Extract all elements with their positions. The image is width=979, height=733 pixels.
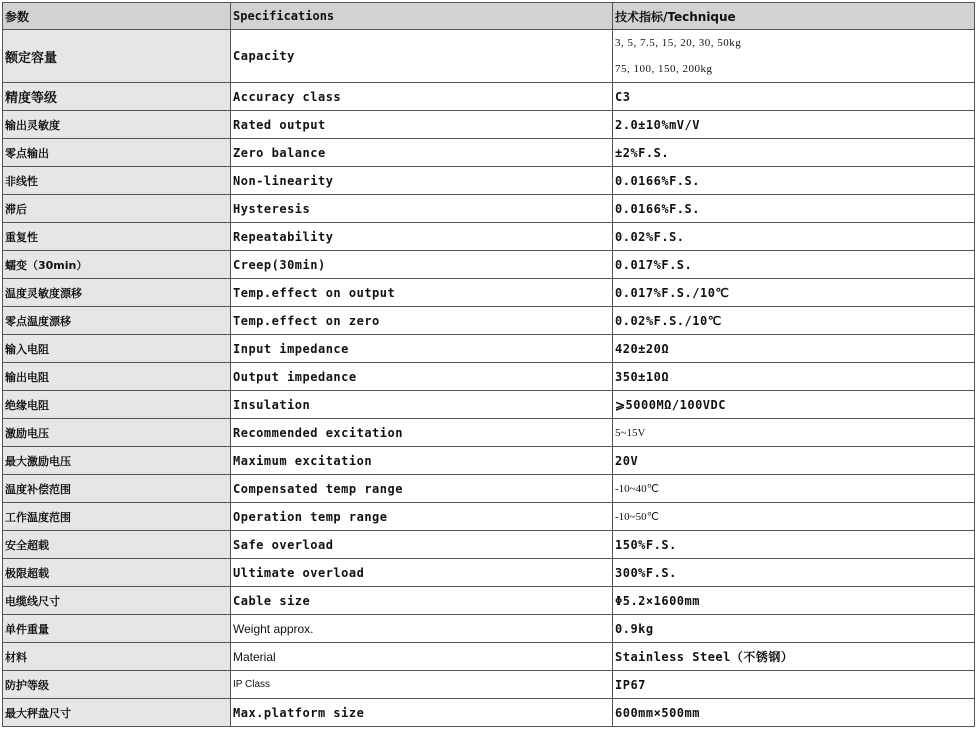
table-row [3, 307, 975, 335]
row-value: 420±20Ω [613, 335, 975, 363]
row-cn-label: 安全超载 [3, 531, 231, 559]
table-row [3, 223, 975, 251]
row-en-label: Capacity [231, 30, 613, 83]
row-en-label: Material [231, 643, 613, 671]
row-en-label: Compensated temp range [231, 475, 613, 503]
row-en-label: Insulation [231, 391, 613, 419]
table-header-row [3, 3, 975, 30]
row-value: 0.9kg [613, 615, 975, 643]
row-cn-label: 额定容量 [3, 30, 231, 83]
row-value: C3 [613, 83, 975, 111]
row-value: 0.017%F.S./10℃ [613, 279, 975, 307]
row-en-label: Accuracy class [231, 83, 613, 111]
header-specifications: Specifications [231, 3, 613, 30]
row-cn-label: 激励电压 [3, 419, 231, 447]
row-en-label: Hysteresis [231, 195, 613, 223]
table-row [3, 531, 975, 559]
row-value: Stainless Steel（不锈钢） [613, 643, 975, 671]
row-en-label: Weight approx. [231, 615, 613, 643]
specifications-table [2, 2, 975, 727]
table-row [3, 615, 975, 643]
table-row [3, 139, 975, 167]
row-value: 0.0166%F.S. [613, 167, 975, 195]
table-row [3, 643, 975, 671]
table-row [3, 447, 975, 475]
table-row [3, 335, 975, 363]
row-en-label: Output impedance [231, 363, 613, 391]
row-value: 0.02%F.S./10℃ [613, 307, 975, 335]
table-row [3, 167, 975, 195]
row-value: 20V [613, 447, 975, 475]
row-en-label: Operation temp range [231, 503, 613, 531]
table-row [3, 559, 975, 587]
row-en-label: Repeatability [231, 223, 613, 251]
row-en-label: IP Class [231, 671, 613, 699]
row-value: Φ5.2×1600mm [613, 587, 975, 615]
table-row [3, 699, 975, 727]
table-row [3, 195, 975, 223]
row-value: 150%F.S. [613, 531, 975, 559]
row-value: 600mm×500mm [613, 699, 975, 727]
capacity-line-1: 3, 5, 7.5, 15, 20, 30, 50kg [615, 37, 742, 49]
row-value: IP67 [613, 671, 975, 699]
header-technique: 技术指标/Technique [613, 3, 975, 30]
row-en-label: Max.platform size [231, 699, 613, 727]
row-en-label: Recommended excitation [231, 419, 613, 447]
table-row [3, 279, 975, 307]
row-cn-label: 最大秤盘尺寸 [3, 699, 231, 727]
row-en-label: Non-linearity [231, 167, 613, 195]
row-cn-label: 防护等级 [3, 671, 231, 699]
row-en-label: Creep(30min) [231, 251, 613, 279]
row-cn-label: 材料 [3, 643, 231, 671]
row-cn-label: 滞后 [3, 195, 231, 223]
row-cn-label: 蠕变（30min） [3, 251, 231, 279]
table-row [3, 83, 975, 111]
row-value: 300%F.S. [613, 559, 975, 587]
row-en-label: Maximum excitation [231, 447, 613, 475]
row-cn-label: 极限超载 [3, 559, 231, 587]
table-row-capacity [3, 30, 975, 83]
table-row [3, 251, 975, 279]
row-en-label: Temp.effect on output [231, 279, 613, 307]
row-value: ⩾5000MΩ/100VDC [613, 391, 975, 419]
row-cn-label: 输出电阻 [3, 363, 231, 391]
row-cn-label: 零点温度漂移 [3, 307, 231, 335]
row-value: -10~50℃ [613, 503, 975, 531]
row-value: 2.0±10%mV/V [613, 111, 975, 139]
table-row [3, 419, 975, 447]
row-cn-label: 绝缘电阻 [3, 391, 231, 419]
row-en-label: Temp.effect on zero [231, 307, 613, 335]
row-cn-label: 精度等级 [3, 83, 231, 111]
row-cn-label: 最大激励电压 [3, 447, 231, 475]
table-row [3, 363, 975, 391]
row-cn-label: 温度灵敏度漂移 [3, 279, 231, 307]
row-cn-label: 重复性 [3, 223, 231, 251]
row-value: 0.017%F.S. [613, 251, 975, 279]
row-cn-label: 输入电阻 [3, 335, 231, 363]
row-cn-label: 输出灵敏度 [3, 111, 231, 139]
table-row [3, 391, 975, 419]
row-en-label: Safe overload [231, 531, 613, 559]
table-row [3, 503, 975, 531]
row-value: 0.0166%F.S. [613, 195, 975, 223]
row-value: 350±10Ω [613, 363, 975, 391]
row-cn-label: 工作温度范围 [3, 503, 231, 531]
row-cn-label: 电缆线尺寸 [3, 587, 231, 615]
header-parameter: 参数 [3, 3, 231, 30]
table-row [3, 475, 975, 503]
table-row [3, 587, 975, 615]
row-value: ±2%F.S. [613, 139, 975, 167]
row-en-label: Rated output [231, 111, 613, 139]
row-en-label: Input impedance [231, 335, 613, 363]
row-en-label: Cable size [231, 587, 613, 615]
row-cn-label: 零点输出 [3, 139, 231, 167]
row-value: 5~15V [613, 419, 975, 447]
row-value [613, 30, 975, 83]
capacity-line-2: 75, 100, 150, 200kg [615, 63, 713, 75]
row-value: -10~40℃ [613, 475, 975, 503]
row-cn-label: 非线性 [3, 167, 231, 195]
row-en-label: Zero balance [231, 139, 613, 167]
row-cn-label: 温度补偿范围 [3, 475, 231, 503]
table-row [3, 671, 975, 699]
row-en-label: Ultimate overload [231, 559, 613, 587]
table-row [3, 111, 975, 139]
row-value: 0.02%F.S. [613, 223, 975, 251]
row-cn-label: 单件重量 [3, 615, 231, 643]
